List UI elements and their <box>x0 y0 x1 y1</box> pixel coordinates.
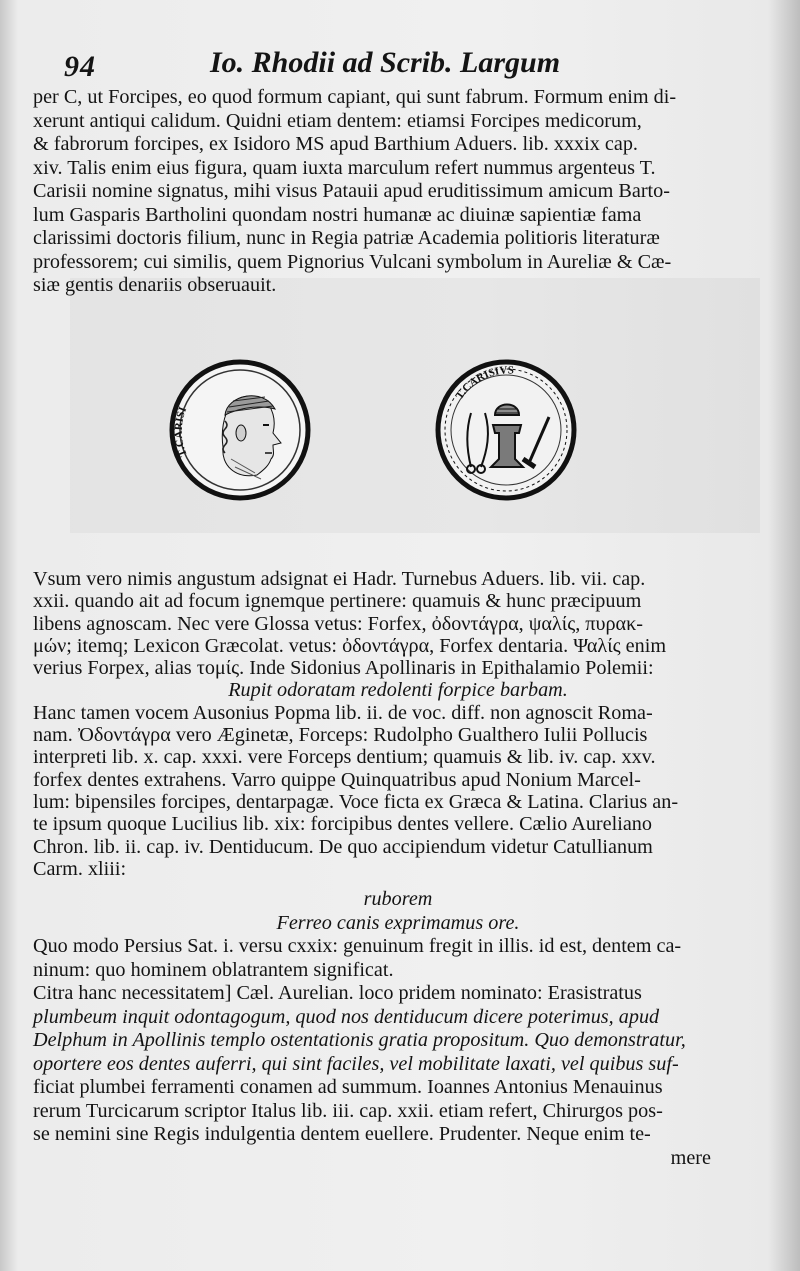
text-line: per C, ut Forcipes, eo quod formum capiant, qui sunt fabrum. Formum enim di- <box>33 86 677 108</box>
paragraph-vsum <box>33 568 763 880</box>
page-number: 94 <box>64 50 96 83</box>
text-line: xerunt antiqui calidum. Quidni etiam dentem: etiamsi Forcipes medicorum, <box>33 109 642 132</box>
running-title: Io. Rhodii ad Scrib. Largum <box>210 46 561 79</box>
right-coin-legend: T.CARISIVS <box>453 364 515 402</box>
text-line: Citra hanc necessitatem] Cæl. Aurelian. loco pridem nominato: Erasistratus <box>33 982 642 1004</box>
verse-quote: ruborem <box>363 888 433 910</box>
text-line: libens agnoscam. Nec vere Glossa vetus: Forfex, ὀδοντάγρα, ψαλίς, πυρακ- <box>33 612 644 635</box>
page-header <box>60 42 760 86</box>
paragraph-citra <box>33 888 763 1170</box>
text-line: verius Forpex, alias τομίς. Inde Sidonius Apollinaris in Epithalamio Polemii: <box>33 657 654 680</box>
text-line: Carisii nomine signatus, mihi visus Patauii apud eruditissimum amicum Barto- <box>33 180 670 202</box>
coin-tools-icon <box>431 355 581 505</box>
text-line: clarissimi doctoris filium, nunc in Regia patriæ Academia politioris literaturæ <box>33 227 660 249</box>
coin-engravings <box>165 355 605 505</box>
text-line: nam. Ὀδοντάγρα vero Æginetæ, Forceps: Rudolpho Gualthero Iulii Pollucis <box>33 724 648 747</box>
coin-head-icon <box>165 355 315 505</box>
text-line: rerum Turcicarum scriptor Italus lib. iii. cap. xxii. etiam refert, Chirurgos pos- <box>33 1099 663 1122</box>
left-coin-legend: T.CARISI <box>172 405 190 459</box>
text-line: forfex dentes extrahens. Varro quippe Quinquatribus apud Nonium Marcel- <box>33 768 641 791</box>
text-line: ficiat plumbei ferramenti conamen ad summum. Ioannes Antonius Menauinus <box>33 1076 663 1098</box>
paragraph-forcipes <box>33 86 763 298</box>
text-line: Chron. lib. ii. cap. iv. Dentiducum. De quo accipiendum videtur Catullianum <box>33 835 653 858</box>
text-line: Delphum in Apollinis templo ostentationis gratia propositum. Quo demonstratur, <box>33 1029 686 1051</box>
text-line: interpreti lib. x. cap. xxxi. vere Forceps dentium; quamuis & lib. iv. cap. xxv. <box>33 746 656 769</box>
text-line: lum: bipensiles forcipes, dentarpagæ. Voce ficta ex Græca & Latina. Clarius an- <box>33 790 679 813</box>
text-line: lum Gasparis Bartholini quondam nostri humanæ ac diuinæ sapientiæ fama <box>33 203 642 226</box>
text-line: plumbeum inquit odontagogum, quod nos dentiducum dicere poterimus, apud <box>33 1005 660 1028</box>
text-line: Vsum vero nimis angustum adsignat ei Hadr. Turnebus Aduers. lib. vii. cap. <box>33 568 646 590</box>
text-line: te ipsum quoque Lucilius lib. xix: forcipibus dentes vellere. Cælio Aureliano <box>33 813 652 836</box>
text-line: & fabrorum forcipes, ex Isidoro MS apud Barthium Aduers. lib. xxxix cap. <box>33 133 638 155</box>
catchword: mere <box>670 1146 711 1169</box>
text-line: ninum: quo hominem oblatrantem significat. <box>33 958 394 981</box>
text-line: Quo modo Persius Sat. i. versu cxxix: genuinum fregit in illis. id est, dentem ca- <box>33 935 682 957</box>
verse-quote: Rupit odoratam redolenti forpice barbam. <box>228 679 568 702</box>
text-line: oportere eos dentes auferri, qui sint faciles, vel mobilitate laxati, vel quibus suf- <box>33 1052 679 1075</box>
text-line: professorem; cui similis, quem Pignorius Vulcani symbolum in Aureliæ & Cæ- <box>33 250 672 273</box>
text-line: Hanc tamen vocem Ausonius Popma lib. ii. de voc. diff. non agnoscit Roma- <box>33 701 653 724</box>
text-line: siæ gentis denariis obseruauit. <box>33 274 277 296</box>
text-line: xxii. quando ait ad focum ignemque pertinere: quamuis & hunc præcipuum <box>33 590 642 613</box>
text-line: μών; itemq; Lexicon Græcolat. vetus: ὀδοντάγρα, Forfex dentaria. Ψαλίς enim <box>33 634 667 657</box>
text-line: xiv. Talis enim eius figura, quam iuxta marculum refert nummus argenteus T. <box>33 156 656 179</box>
text-line: Carm. xliii: <box>33 857 127 880</box>
text-line: se nemini sine Regis indulgentia dentem euellere. Prudenter. Neque enim te- <box>33 1123 651 1145</box>
verse-quote: Ferreo canis exprimamus ore. <box>276 911 520 934</box>
